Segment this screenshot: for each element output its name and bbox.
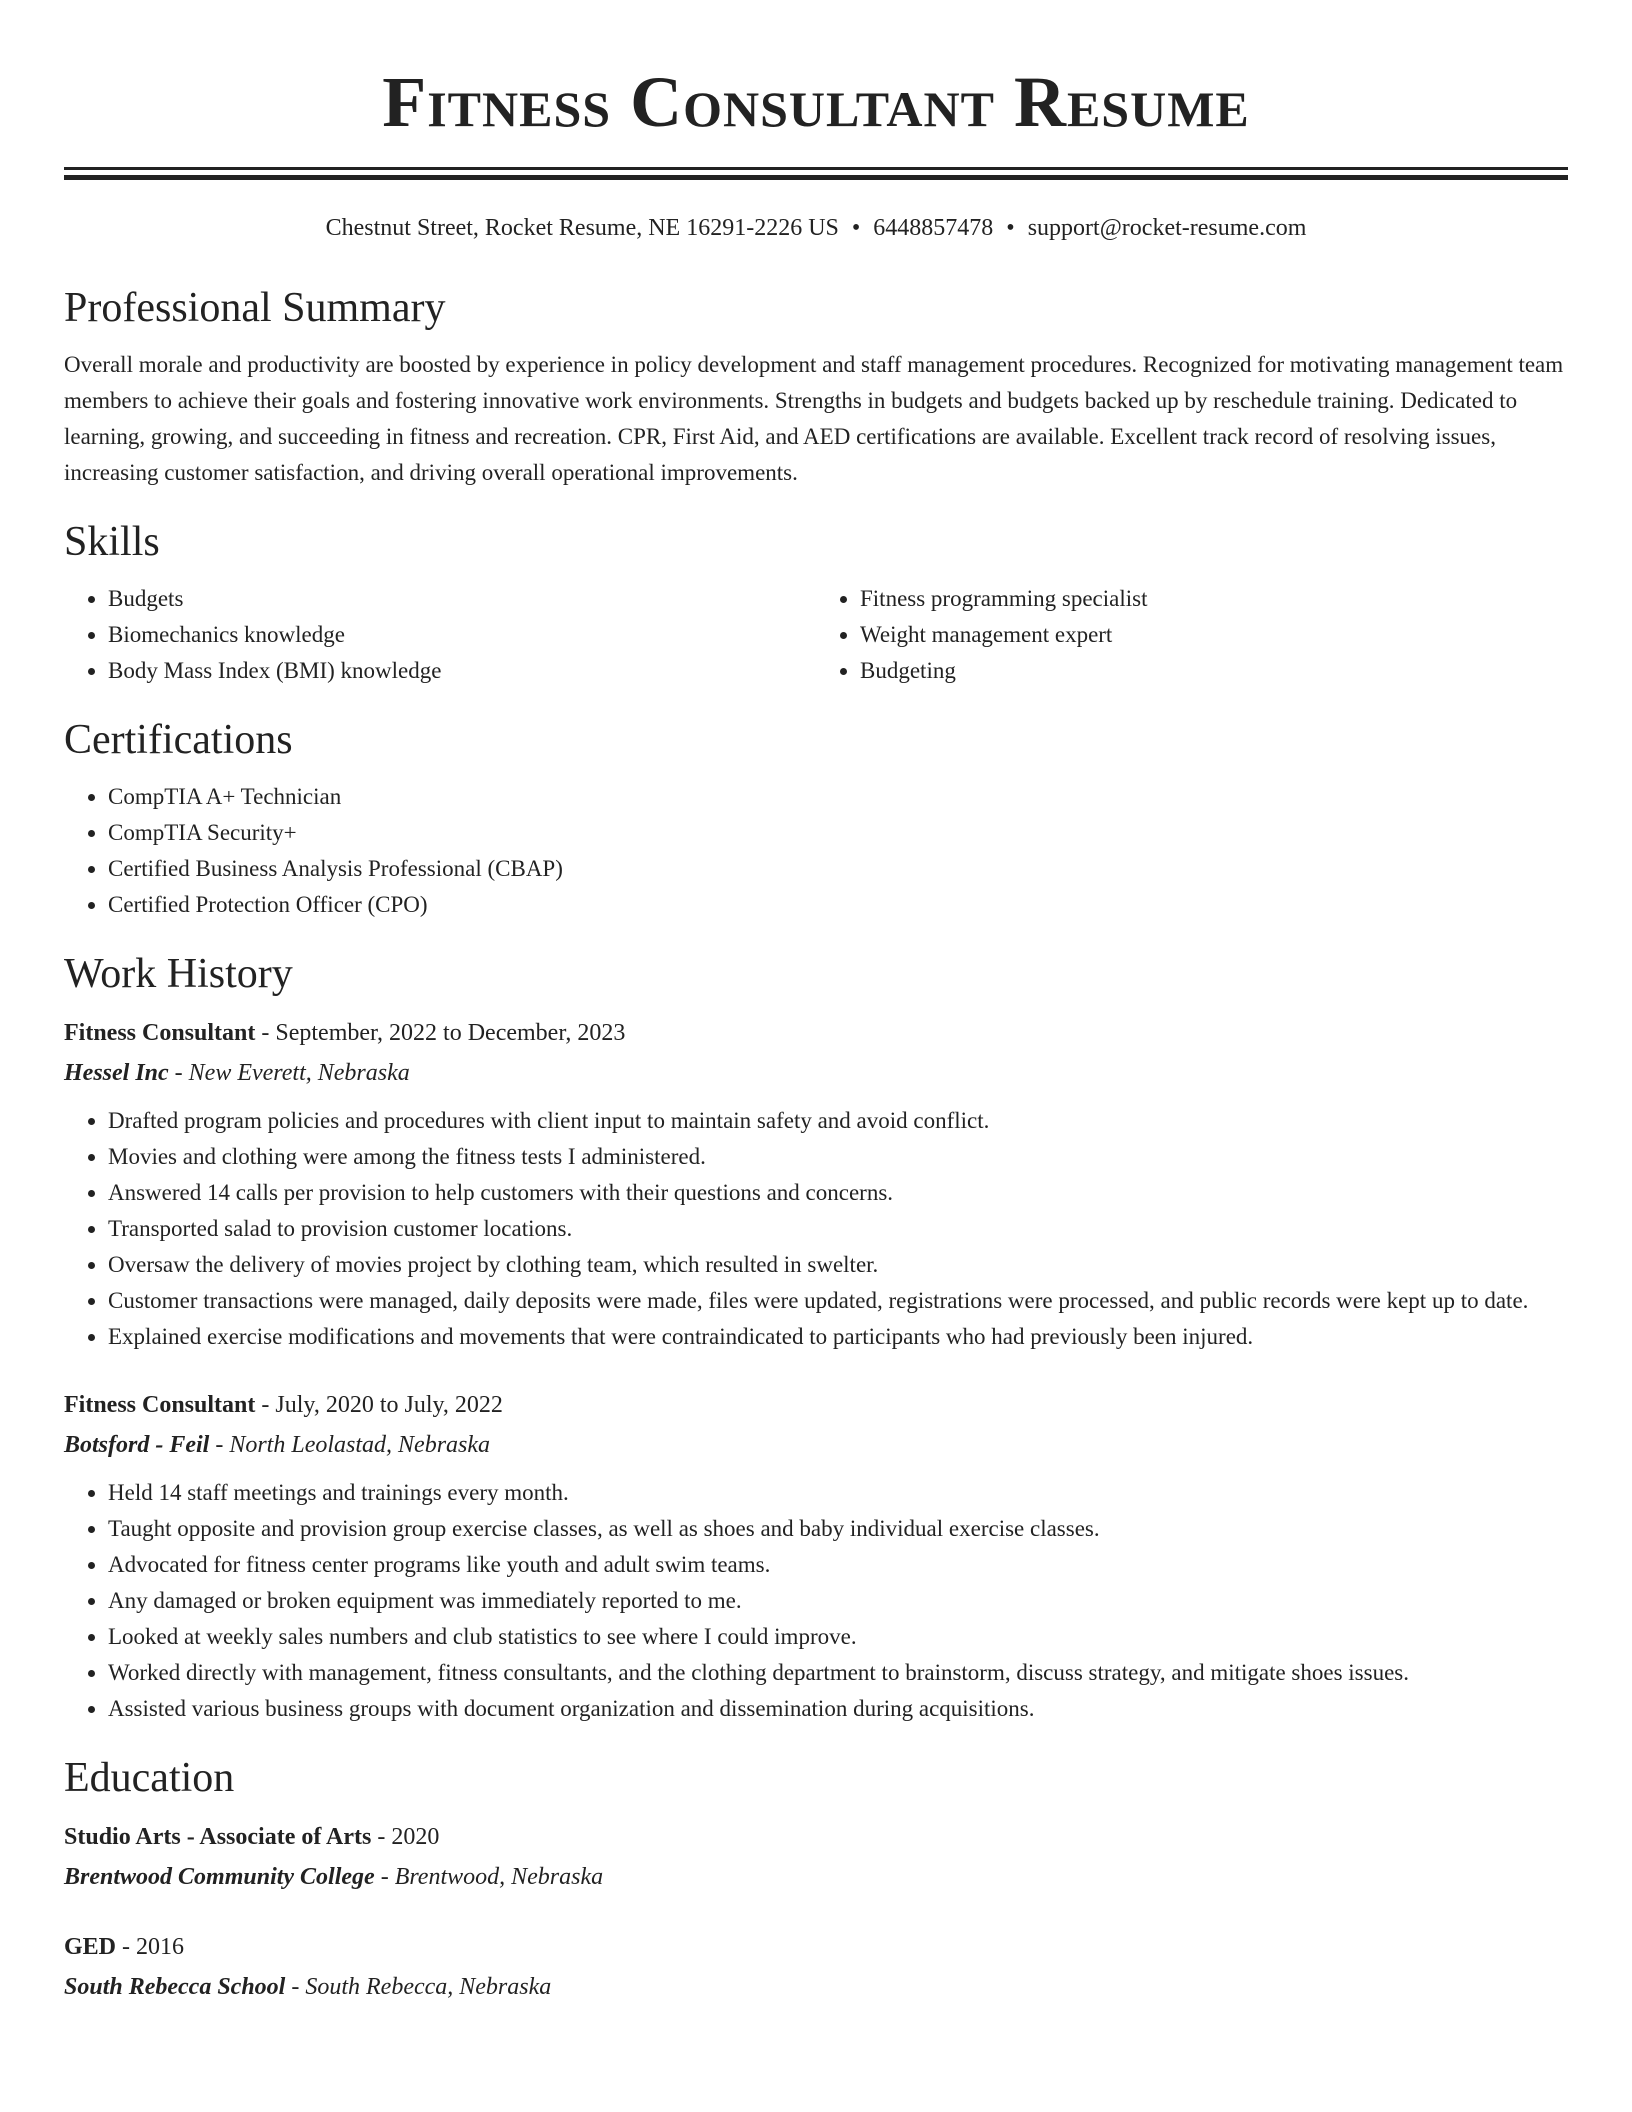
job-bullet: • Drafted program policies and procedures with client input to maintain safety and avoid conflict. xyxy=(108,1103,1568,1139)
job-company: Hessel Inc xyxy=(64,1060,169,1086)
skills-list-left xyxy=(64,581,816,689)
certifications-section xyxy=(64,715,1568,923)
education-year: - 2016 xyxy=(116,1934,185,1960)
job-bullet: • Assisted various business groups with document organization and dissemination during acquisitions. xyxy=(108,1691,1568,1727)
skill-item: • Body Mass Index (BMI) knowledge xyxy=(108,653,816,689)
job-bullet: • Answered 14 calls per provision to help customers with their questions and concerns. xyxy=(108,1175,1568,1211)
job-dates: - September, 2022 to December, 2023 xyxy=(255,1020,626,1046)
contact-separator: • xyxy=(1006,215,1015,241)
education-location: - Brentwood, Nebraska xyxy=(374,1864,604,1890)
job-bullet: • Transported salad to provision customer locations. xyxy=(108,1211,1568,1247)
job-entry xyxy=(64,1385,1568,1727)
education-degree: Studio Arts - Associate of Arts xyxy=(64,1824,372,1850)
job-company: Botsford - Feil xyxy=(64,1432,210,1458)
skills-columns xyxy=(64,581,1568,689)
contact-address: Chestnut Street, Rocket Resume, NE 16291-2226 US xyxy=(325,215,839,241)
job-bullet: • Any damaged or broken equipment was immediately reported to me. xyxy=(108,1583,1568,1619)
education-header xyxy=(64,1927,1568,1967)
job-company-line xyxy=(64,1425,1568,1465)
skill-item: • Fitness programming specialist xyxy=(860,581,1568,617)
job-bullet: • Worked directly with management, fitness consultants, and the clothing department to brainstorm, discuss strategy, and mitigate shoes issues. xyxy=(108,1655,1568,1691)
contact-phone: 6448857478 xyxy=(873,215,994,241)
job-bullet: • Looked at weekly sales numbers and club statistics to see where I could improve. xyxy=(108,1619,1568,1655)
job-bullet: • Taught opposite and provision group exercise classes, as well as shoes and baby individual exercise classes. xyxy=(108,1511,1568,1547)
job-bullet: • Explained exercise modifications and movements that were contraindicated to participants who had previously been injured. xyxy=(108,1319,1568,1355)
contact-separator: • xyxy=(851,215,861,241)
certifications-heading: Certifications xyxy=(64,717,293,763)
job-location: - New Everett, Nebraska xyxy=(168,1060,410,1086)
job-location: - North Leolastad, Nebraska xyxy=(209,1432,491,1458)
education-entry xyxy=(64,1817,1568,1897)
skills-heading: Skills xyxy=(64,519,160,565)
skills-list-right xyxy=(816,581,1568,689)
spacer xyxy=(64,1355,1568,1385)
education-school: South Rebecca School xyxy=(64,1974,286,2000)
education-school-line xyxy=(64,1967,1568,2007)
job-header xyxy=(64,1013,1568,1053)
skill-item: • Weight management expert xyxy=(860,617,1568,653)
job-bullets xyxy=(64,1475,1568,1727)
job-bullet: • Oversaw the delivery of movies project by clothing team, which resulted in swelter. xyxy=(108,1247,1568,1283)
skill-item: • Budgeting xyxy=(860,653,1568,689)
job-bullet: • Customer transactions were managed, daily deposits were made, files were updated, registrations were processed, and public records were kept up to date. xyxy=(108,1283,1568,1319)
education-year: - 2020 xyxy=(371,1824,440,1850)
education-section xyxy=(64,1753,1568,2007)
job-title: Fitness Consultant xyxy=(64,1392,256,1418)
title-rule-thin xyxy=(64,167,1568,170)
skill-item: • Budgets xyxy=(108,581,816,617)
summary-text: Overall morale and productivity are boosted by experience in policy development and staff management procedures. Recognized for motivating management team members to achieve their goals and fostering innovative work environments. Strengths in budgets and budgets backed up by reschedule training. Dedicated to learning, growing, and succeeding in fitness and recreation. CPR, First Aid, and AED certifications are available. Excellent track record of resolving issues, increasing customer satisfaction, and driving overall operational improvements. xyxy=(64,352,1564,485)
contact-email[interactable]: support@rocket-resume.com xyxy=(1027,215,1307,241)
job-bullet: • Held 14 staff meetings and trainings every month. xyxy=(108,1475,1568,1511)
spacer xyxy=(64,1897,1568,1927)
education-header xyxy=(64,1817,1568,1857)
work-history-section xyxy=(64,949,1568,1727)
job-bullet: • Movies and clothing were among the fitness tests I administered. xyxy=(108,1139,1568,1175)
certification-item: • Certified Business Analysis Professional (CBAP) xyxy=(108,851,1568,887)
skills-section xyxy=(64,517,1568,689)
certification-item: • Certified Protection Officer (CPO) xyxy=(108,887,1568,923)
education-heading: Education xyxy=(64,1755,235,1801)
job-title: Fitness Consultant xyxy=(64,1020,256,1046)
resume-title: Fitness Consultant Resume xyxy=(382,62,1250,142)
education-degree: GED xyxy=(64,1934,117,1960)
skill-item: • Biomechanics knowledge xyxy=(108,617,816,653)
certifications-list xyxy=(64,779,1568,923)
job-bullets xyxy=(64,1103,1568,1355)
job-dates: - July, 2020 to July, 2022 xyxy=(255,1392,503,1418)
summary-heading: Professional Summary xyxy=(64,285,446,331)
job-header xyxy=(64,1385,1568,1425)
title-rule-thick xyxy=(64,175,1568,180)
job-entry xyxy=(64,1013,1568,1355)
work-history-heading: Work History xyxy=(64,951,293,997)
job-company-line xyxy=(64,1053,1568,1093)
education-school-line xyxy=(64,1857,1568,1897)
education-entry xyxy=(64,1927,1568,2007)
education-location: - South Rebecca, Nebraska xyxy=(285,1974,552,2000)
job-bullet: • Advocated for fitness center programs like youth and adult swim teams. xyxy=(108,1547,1568,1583)
certification-item: • CompTIA A+ Technician xyxy=(108,779,1568,815)
contact-line xyxy=(64,213,1568,243)
education-school: Brentwood Community College xyxy=(64,1864,375,1890)
certification-item: • CompTIA Security+ xyxy=(108,815,1568,851)
